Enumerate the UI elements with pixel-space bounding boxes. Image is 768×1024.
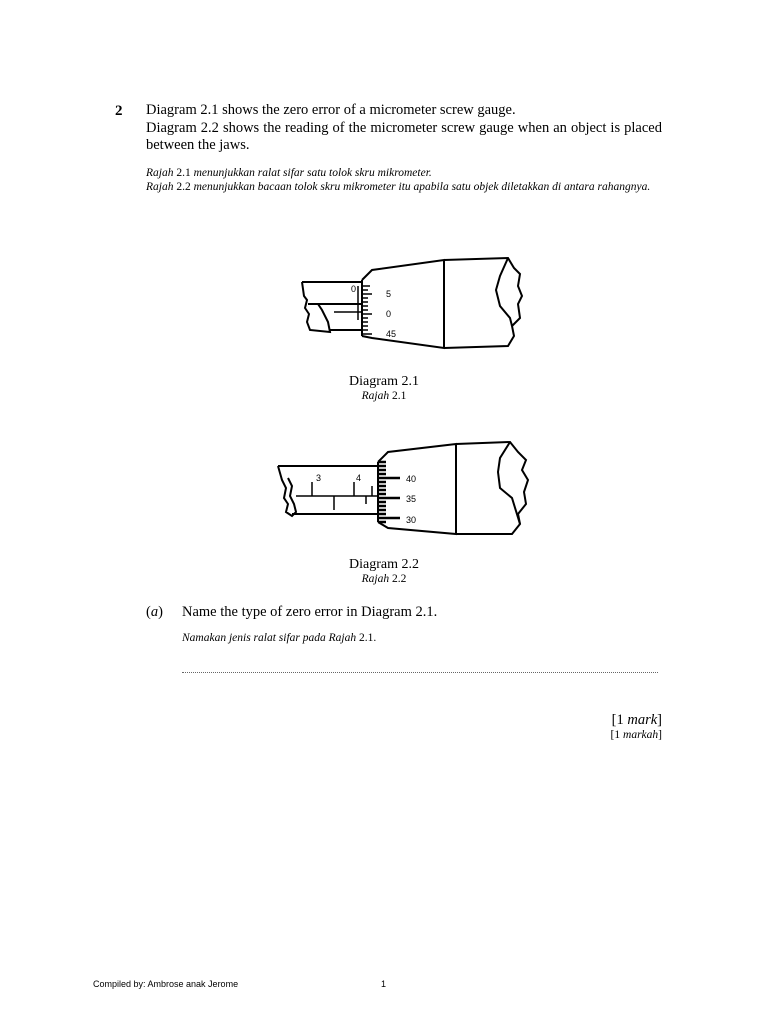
d1-thimble-5: 5 [386,289,392,299]
d1-thimble-45: 45 [386,329,397,339]
marks-malay: [1 markah] [610,729,662,741]
part-a-label: (a) [146,604,163,620]
footer-compiled: Compiled by: Ambrose anak Jerome [93,979,239,989]
d2-sleeve-3: 3 [316,473,322,483]
question-line-2: Diagram 2.2 shows the reading of the micrometer screw gauge when an object is placed between the jaws. [146,120,662,153]
diagram-2-caption: Diagram 2.2 [349,557,419,572]
d2-sleeve-4: 4 [356,473,362,483]
d2-thimble-40: 40 [406,474,417,484]
diagram-2-caption-malay: Rajah 2.2 [361,573,407,585]
part-a-question-malay: Namakan jenis ralat sifar pada Rajah 2.1. [182,632,377,644]
diagram-1-caption-malay: Rajah 2.1 [361,390,407,402]
marks-english: [1 mark] [611,712,662,728]
d2-thimble-35: 35 [406,494,417,504]
question-number: 2 [115,103,123,119]
d1-sleeve-zero: 0 [351,284,357,294]
d1-thimble-0: 0 [386,309,392,319]
malay-line-1: Rajah 2.1 menunjukkan ralat sifar satu tolok skru mikrometer. [146,167,432,179]
page-number: 1 [381,979,387,989]
part-a-question: Name the type of zero error in Diagram 2.1. [182,604,438,620]
diagram-1-caption: Diagram 2.1 [349,374,419,389]
answer-line[interactable] [182,664,658,673]
d2-thimble-30: 30 [406,515,417,525]
malay-line-2: Rajah 2.2 menunjukkan bacaan tolok skru mikrometer itu apabila satu objek diletakkan di antara rahangnya. [146,181,651,193]
question-line-1: Diagram 2.1 shows the zero error of a micrometer screw gauge. [146,102,516,118]
